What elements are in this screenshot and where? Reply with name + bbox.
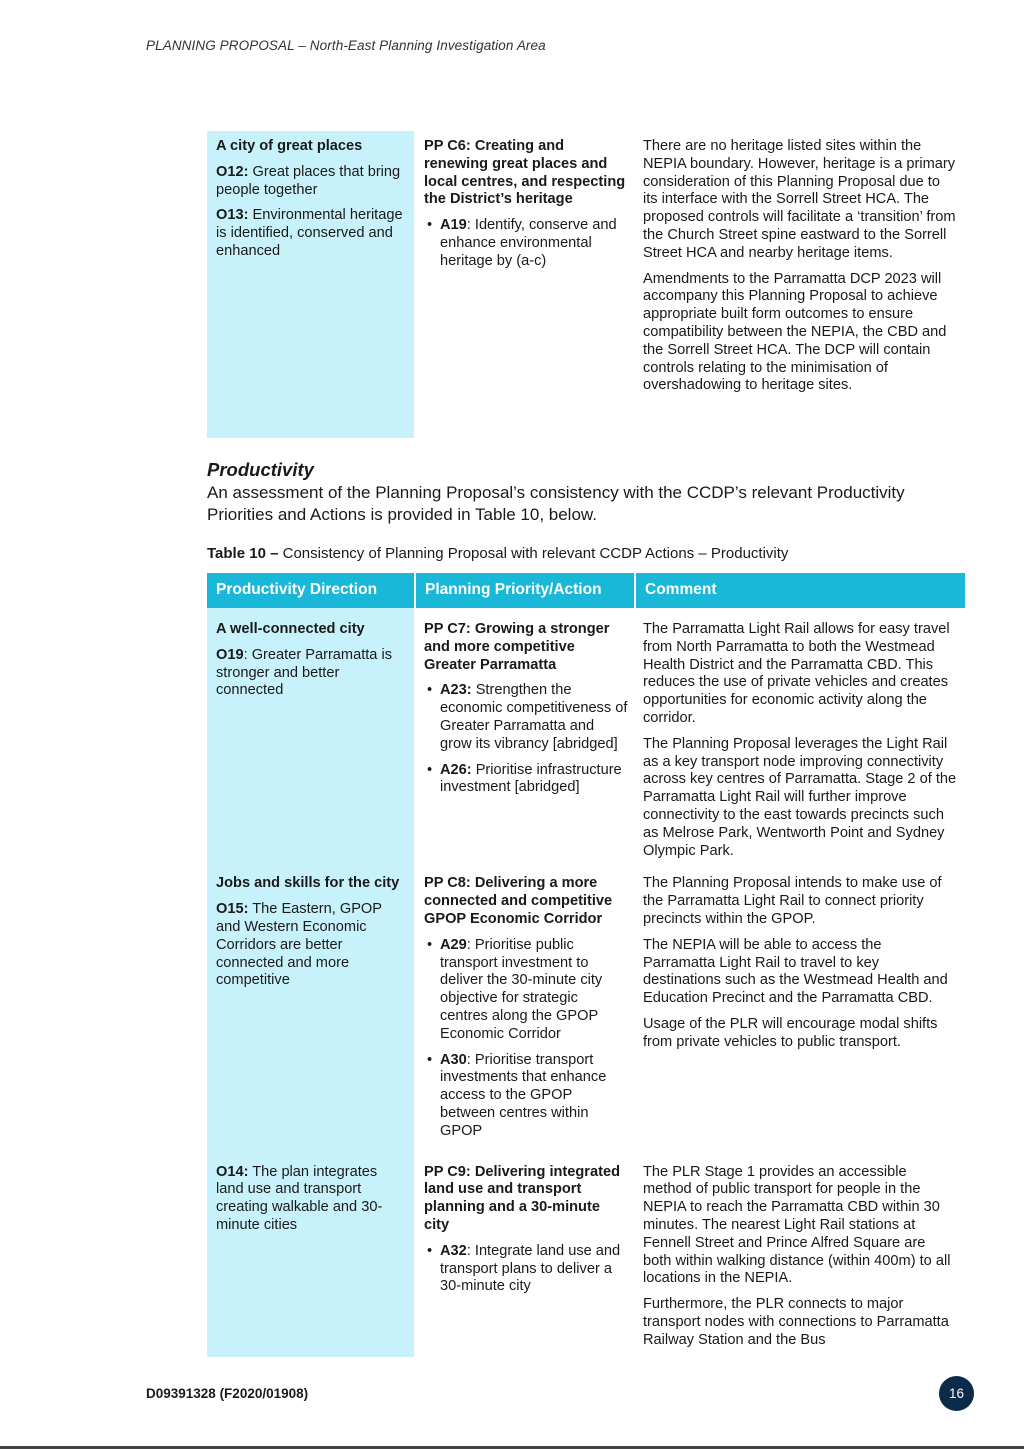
action-item: • A32: Integrate land use and transport plans to deliver a 30-minute city bbox=[424, 1243, 629, 1296]
section-body: An assessment of the Planning Proposal’s consistency with the CCDP’s relevant Productivity Priorities and Actions is provided in Table 10, below. bbox=[207, 483, 905, 524]
priority-title: PP C8: Delivering a more connected and competitive GPOP Economic Corridor bbox=[424, 875, 613, 927]
comment-paragraph: The Parramatta Light Rail allows for easy travel from North Parramatta to both the Westmead Health District and the Parramatta CBD. This reduces the use of private vehicles and creates opportunities for economic activity along the corridor. bbox=[643, 621, 950, 726]
direction-title: A city of great places bbox=[216, 138, 363, 154]
running-header: PLANNING PROPOSAL – North-East Planning Investigation Area bbox=[146, 38, 546, 53]
table-row bbox=[207, 614, 965, 868]
priority-cell bbox=[415, 131, 635, 438]
action-item: • A23: Strengthen the economic competitiveness of Greater Parramatta and grow its vibrancy [abridged] bbox=[424, 682, 629, 753]
page-content bbox=[207, 131, 965, 1357]
continued-table bbox=[207, 131, 965, 438]
direction-cell bbox=[207, 1157, 415, 1358]
comment-cell bbox=[635, 614, 965, 868]
comment-paragraph: Usage of the PLR will encourage modal shifts from private vehicles to public transport. bbox=[643, 1015, 938, 1050]
comment-paragraph: Furthermore, the PLR connects to major transport nodes with connections to Parramatta Railway Station and the Bus bbox=[643, 1296, 949, 1348]
comment-paragraph: The Planning Proposal intends to make use of the Parramatta Light Rail to connect priority precincts within the GPOP. bbox=[643, 875, 942, 927]
direction-cell bbox=[207, 614, 415, 868]
priority-title: PP C6: Creating and renewing great places and local centres, and respecting the District’s heritage bbox=[424, 138, 626, 208]
table-row bbox=[207, 1157, 965, 1358]
comment-paragraph: There are no heritage listed sites within the NEPIA boundary. However, heritage is a primary consideration of this Planning Proposal due to its interface with the Sorrell Street HCA. The proposed controls will facilitate a ‘transition’ from the Church Street spine eastward to the Sorrell Street HCA and nearby heritage items. bbox=[643, 138, 956, 261]
column-header: Comment bbox=[635, 573, 965, 608]
priority-title: PP C9: Delivering integrated land use and transport planning and a 30-minute city bbox=[424, 1163, 620, 1233]
objective: O19: Greater Parramatta is stronger and better connected bbox=[216, 646, 393, 699]
table-caption: Table 10 – Consistency of Planning Proposal with relevant CCDP Actions – Productivity bbox=[207, 545, 789, 562]
column-header: Planning Priority/Action bbox=[415, 573, 635, 608]
productivity-table bbox=[207, 573, 965, 1357]
table-row bbox=[207, 131, 965, 438]
comment-cell bbox=[635, 131, 965, 438]
document-id: D09391328 (F2020/01908) bbox=[146, 1386, 309, 1401]
objective: O14: The plan integrates land use and transport creating walkable and 30-minute cities bbox=[216, 1163, 383, 1233]
page-number-badge: 16 bbox=[939, 1376, 974, 1411]
priority-cell bbox=[415, 614, 635, 868]
action-item: • A30: Prioritise transport investments that enhance access to the GPOP between centres within GPOP bbox=[424, 1052, 629, 1141]
objective: O15: The Eastern, GPOP and Western Economic Corridors are better connected and more competitive bbox=[216, 901, 382, 989]
objective: O13: Environmental heritage is identified, conserved and enhanced bbox=[216, 207, 403, 259]
priority-title: PP C7: Growing a stronger and more competitive Greater Parramatta bbox=[424, 621, 610, 673]
column-header: Productivity Direction bbox=[207, 573, 415, 608]
direction-cell bbox=[207, 868, 415, 1156]
priority-cell bbox=[415, 1157, 635, 1358]
comment-paragraph: The Planning Proposal leverages the Light Rail as a key transport node improving connectivity across key centres of Parramatta. Stage 2 of the Parramatta Light Rail will further improve connectivity to the east towards precincts such as Melrose Park, Wentworth Point and Sydney Olympic Park. bbox=[643, 735, 957, 859]
objective: O12: Great places that bring people together bbox=[216, 163, 401, 198]
table-header-row bbox=[207, 573, 965, 608]
priority-cell bbox=[415, 868, 635, 1156]
direction-title: A well-connected city bbox=[216, 621, 365, 637]
action-item: • A26: Prioritise infrastructure investment [abridged] bbox=[424, 762, 629, 798]
action-item: • A29: Prioritise public transport investment to deliver the 30-minute city objective for strategic centres along the GPOP Economic Corridor bbox=[424, 937, 629, 1044]
comment-cell bbox=[635, 1157, 965, 1358]
section-title: Productivity bbox=[207, 459, 314, 480]
action-item: • A19: Identify, conserve and enhance environmental heritage by (a-c) bbox=[424, 217, 629, 270]
comment-paragraph: The PLR Stage 1 provides an accessible method of public transport for people in the NEPIA to reach the Parramatta CBD within 30 minutes. The nearest Light Rail stations at Fennell Street and Prince Alfred Square are both within walking distance (within 400m) to all locations in the NEPIA. bbox=[643, 1163, 951, 1287]
direction-cell bbox=[207, 131, 415, 438]
comment-paragraph: Amendments to the Parramatta DCP 2023 will accompany this Planning Proposal to achieve appropriate built form outcomes to ensure compatibility between the NEPIA, the CBD and the Sorrell Street HCA. The DCP will contain controls relating to the minimisation of overshadowing to heritage sites. bbox=[643, 270, 947, 394]
direction-title: Jobs and skills for the city bbox=[216, 875, 400, 892]
table-row bbox=[207, 868, 965, 1156]
comment-paragraph: The NEPIA will be able to access the Parramatta Light Rail to travel to key destinations such as the Westmead Health and Education Precinct and the Parramatta CBD. bbox=[643, 936, 948, 1007]
comment-cell bbox=[635, 868, 965, 1156]
